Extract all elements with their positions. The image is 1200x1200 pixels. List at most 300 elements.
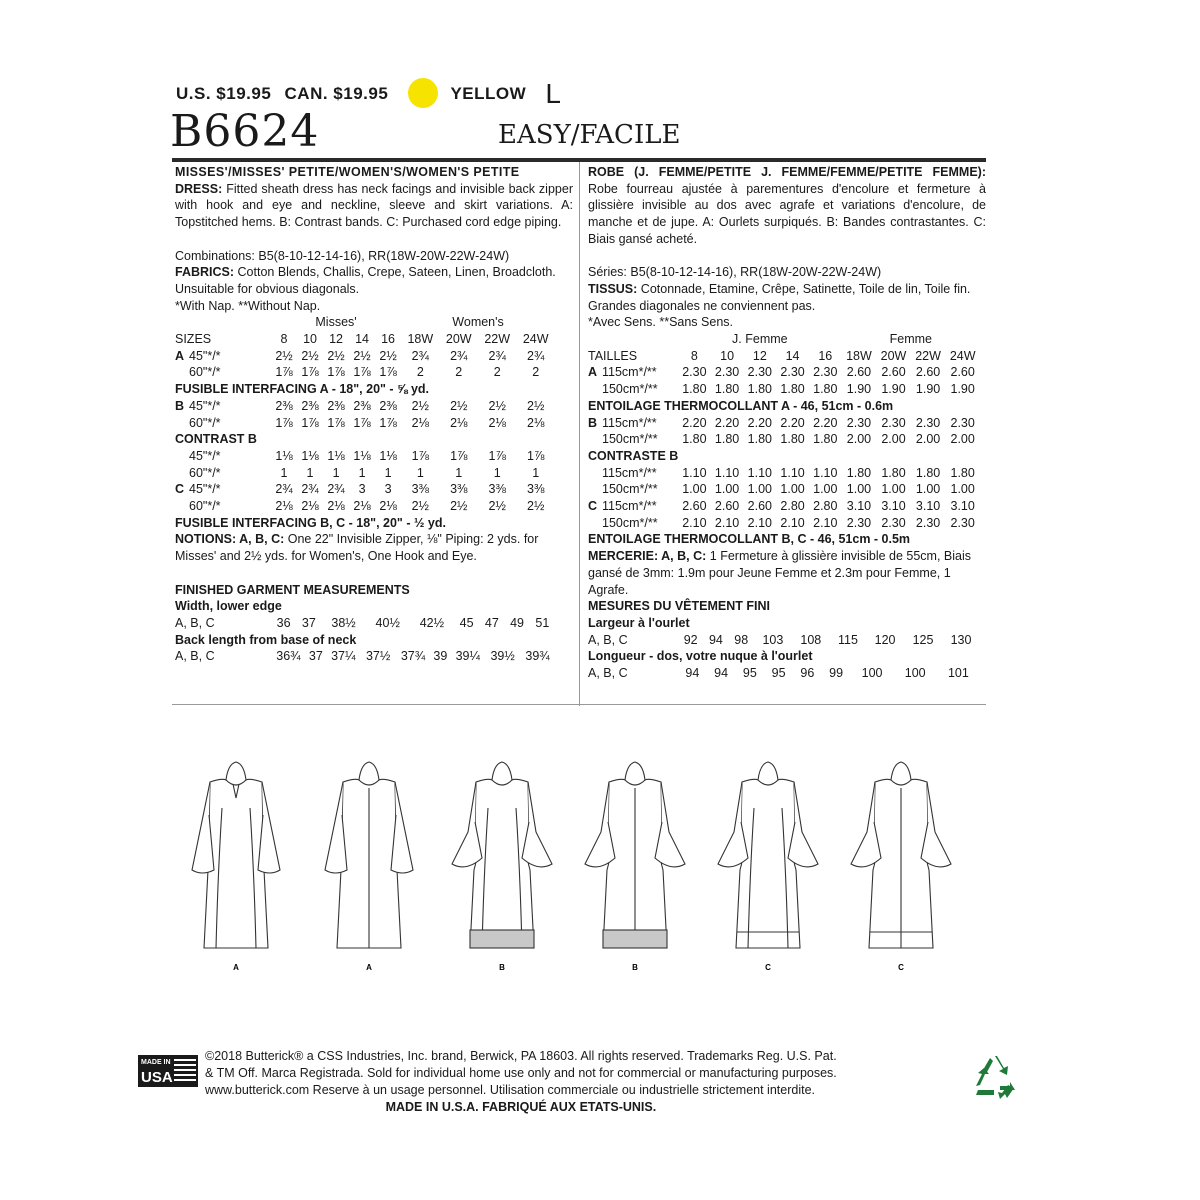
french-column xyxy=(588,164,986,682)
table-row xyxy=(175,398,555,415)
row-label: 150cm*/** xyxy=(602,382,658,397)
measurement-cell: 45 xyxy=(459,615,474,630)
table-cell: 1.00 xyxy=(846,482,872,497)
en-notions: NOTIONS: A, B, C: One 22" Invisible Zipper, ⅛" Piping: 2 yds. for Misses' and 2½ yds. for Women's, One Hook and Eye. xyxy=(175,532,539,564)
measurement-cell: 101 xyxy=(947,666,969,681)
table-cell: 1⅞ xyxy=(327,415,345,430)
measurement-row xyxy=(175,615,555,632)
en-width-label: Width, lower edge xyxy=(175,599,282,614)
table-cell: 3.10 xyxy=(950,499,975,514)
measurement-cell: 120 xyxy=(874,632,896,647)
table-cell: 1.80 xyxy=(714,432,740,447)
table-row xyxy=(588,465,980,482)
table-cell: 2½ xyxy=(411,499,429,514)
size-code: L xyxy=(545,78,562,109)
table-cell: 2.30 xyxy=(881,515,906,530)
table-cell: 2.30 xyxy=(747,365,772,380)
measurement-cell: 98 xyxy=(734,632,749,647)
table-cell: 1⅞ xyxy=(379,415,397,430)
table-cell: 1⅞ xyxy=(301,415,319,430)
color-name: YELLOW xyxy=(450,84,527,103)
recycle-icon xyxy=(970,1052,1020,1100)
price-us: U.S. $19.95 xyxy=(176,84,272,103)
row-label: 60"*/* xyxy=(189,499,221,514)
table-cell: 3⅜ xyxy=(488,482,506,497)
table-section-heading xyxy=(175,381,555,398)
row-label: B 45"*/* xyxy=(175,398,221,413)
table-cell: 1 xyxy=(455,465,463,480)
table-cell: 2½ xyxy=(527,499,545,514)
en-back-label: Back length from base of neck xyxy=(175,632,357,647)
view-label: B xyxy=(499,963,505,972)
measurement-cell: 39¼ xyxy=(455,649,480,664)
table-row xyxy=(588,364,980,381)
row-label: A, B, C xyxy=(588,632,628,647)
table-cell: 1⅞ xyxy=(327,365,345,380)
table-cell: 2.20 xyxy=(780,415,805,430)
en-group-header xyxy=(175,314,555,331)
measurement-cell: 40½ xyxy=(375,615,400,630)
table-cell: 2.60 xyxy=(714,499,740,514)
table-cell: 2.20 xyxy=(682,415,707,430)
fr-diagonales: Grandes diagonales ne conviennent pas. xyxy=(588,298,816,313)
measurement-cell: 108 xyxy=(800,632,822,647)
size-header: 22W xyxy=(484,332,511,347)
table-cell: 1 xyxy=(280,465,288,480)
section-heading: FUSIBLE INTERFACING A - 18", 20" - ⅝ yd. xyxy=(175,382,430,397)
footer-line-4: MADE IN U.S.A. FABRIQUÉ AUX ETATS-UNIS. xyxy=(385,1100,657,1114)
measurement-cell: 51 xyxy=(535,615,550,630)
table-row xyxy=(175,415,555,432)
fr-series: Séries: B5(8-10-12-14-16), RR(18W-20W-22W-24W) xyxy=(588,265,882,280)
row-label: C 45"*/* xyxy=(175,482,221,497)
table-row xyxy=(588,415,980,432)
table-cell: 1⅞ xyxy=(275,415,293,430)
table-cell: 2.80 xyxy=(780,499,805,514)
table-cell: 1 xyxy=(532,465,540,480)
table-cell: 2⅛ xyxy=(488,415,506,430)
row-label: C 115cm*/** xyxy=(588,499,657,514)
measurement-cell: 42½ xyxy=(419,615,445,630)
table-cell: 1.80 xyxy=(780,382,805,397)
en-description: DRESS: Fitted sheath dress has neck facings and invisible back zipper with hook and eye and neckline, sleeve and skirt variations. A: Topstitched hems. B: Contrast bands. C: Purchased cord edge piping. xyxy=(175,181,573,230)
table-cell: 1.10 xyxy=(813,465,838,480)
row-label: 150cm*/** xyxy=(602,482,658,497)
measurement-cell: 99 xyxy=(829,666,844,681)
table-cell: 1.90 xyxy=(950,382,975,397)
table-cell: 2 xyxy=(455,365,463,380)
table-cell: 1.00 xyxy=(915,482,941,497)
measurement-cell: 94 xyxy=(708,632,723,647)
table-cell: 1.80 xyxy=(846,465,872,480)
table-cell: 1⅞ xyxy=(301,365,319,380)
en-group-women: Women's xyxy=(452,315,504,330)
table-cell: 1.90 xyxy=(881,382,906,397)
table-cell: 3⅜ xyxy=(411,482,429,497)
view-label: C xyxy=(765,963,771,972)
measurement-row xyxy=(588,632,980,649)
size-header: 12 xyxy=(329,332,343,347)
table-cell: 2.60 xyxy=(915,365,941,380)
row-label: 60"*/* xyxy=(189,365,221,380)
en-sizes-row xyxy=(175,331,555,348)
price-can: CAN. $19.95 xyxy=(284,84,389,103)
table-cell: 2.30 xyxy=(881,415,906,430)
table-row xyxy=(175,481,555,498)
table-cell: 2.30 xyxy=(846,415,872,430)
measurement-cell: 37 xyxy=(308,649,323,664)
table-cell: 1.10 xyxy=(747,465,772,480)
view-b-front-sketch xyxy=(452,762,552,948)
table-cell: 1.80 xyxy=(813,432,838,447)
table-cell: 2.10 xyxy=(813,515,838,530)
table-cell: 2½ xyxy=(450,398,468,413)
table-cell: 2.00 xyxy=(846,432,872,447)
table-row xyxy=(588,498,980,515)
table-cell: 2½ xyxy=(488,499,506,514)
en-unsuitable: Unsuitable for obvious diagonals. xyxy=(175,281,360,296)
table-cell: 3⅜ xyxy=(450,482,468,497)
table-cell: 1 xyxy=(358,465,366,480)
size-header: 20W xyxy=(880,348,907,363)
measurement-cell: 100 xyxy=(861,666,883,681)
footer-line-2: & TM Off. Marca Registrada. Sold for individual home use only and not for commercial or manufacturing purposes. xyxy=(205,1066,837,1080)
measurement-cell: 95 xyxy=(742,666,757,681)
table-cell: 1.10 xyxy=(780,465,805,480)
table-cell: 2.00 xyxy=(950,432,975,447)
table-cell: 2¾ xyxy=(411,348,429,363)
table-cell: 2½ xyxy=(488,398,506,413)
fr-sizes-row xyxy=(588,348,980,365)
measurement-row xyxy=(588,665,980,682)
en-combinations: Combinations: B5(8-10-12-14-16), RR(18W-20W-22W-24W) xyxy=(175,248,510,263)
table-cell: 2½ xyxy=(411,398,429,413)
fr-sens: *Avec Sens. **Sans Sens. xyxy=(588,315,733,330)
row-label: A, B, C xyxy=(175,615,215,630)
pattern-number: B6624 xyxy=(170,106,320,157)
table-cell: 2.60 xyxy=(950,365,975,380)
table-cell: 2⅜ xyxy=(275,398,293,413)
table-cell: 2.30 xyxy=(846,515,872,530)
measurement-cell: 37 xyxy=(301,615,316,630)
table-cell: 1.90 xyxy=(915,382,941,397)
table-cell: 1⅞ xyxy=(353,365,371,380)
table-cell: 3⅜ xyxy=(527,482,545,497)
table-cell: 2¾ xyxy=(450,348,468,363)
measurement-cell: 36¾ xyxy=(276,649,301,664)
table-cell: 2.20 xyxy=(747,415,772,430)
view-b-back-sketch xyxy=(585,762,685,948)
size-header: 22W xyxy=(915,348,941,363)
table-cell: 3.10 xyxy=(915,499,941,514)
size-header: 18W xyxy=(407,332,434,347)
table-row xyxy=(588,515,980,532)
en-finished-title: FINISHED GARMENT MEASUREMENTS xyxy=(175,582,410,597)
section-heading: CONTRAST B xyxy=(175,432,257,447)
table-cell: 2⅛ xyxy=(275,499,293,514)
size-header: 12 xyxy=(752,348,767,363)
table-cell: 2.30 xyxy=(950,515,975,530)
fr-back-label: Longueur - dos, votre nuque à l'ourlet xyxy=(588,649,813,664)
table-cell: 2⅛ xyxy=(379,499,397,514)
fr-width-label: Largeur à l'ourlet xyxy=(588,615,690,630)
usa-badge-top: MADE IN xyxy=(141,1059,171,1066)
table-cell: 1 xyxy=(306,465,314,480)
usa-badge-main: USA xyxy=(141,1069,173,1086)
table-cell: 2½ xyxy=(301,348,319,363)
section-heading: ENTOILAGE THERMOCOLLANT A - 46, 51cm - 0.6m xyxy=(588,398,894,413)
table-cell: 2.00 xyxy=(915,432,941,447)
fr-interfacing-bc: ENTOILAGE THERMOCOLLANT B, C - 46, 51cm - 0.5m xyxy=(588,532,911,547)
table-cell: 2.30 xyxy=(714,365,740,380)
table-cell: 1.10 xyxy=(714,465,740,480)
fr-back-table xyxy=(588,665,980,682)
table-cell: 1⅞ xyxy=(353,415,371,430)
column-divider xyxy=(579,162,580,706)
table-section-heading xyxy=(175,431,555,448)
yellow-dot-icon xyxy=(408,78,438,108)
table-cell: 1⅞ xyxy=(488,448,506,463)
size-header: 10 xyxy=(720,348,735,363)
size-header: 8 xyxy=(280,332,288,347)
size-header: 24W xyxy=(949,348,976,363)
table-row xyxy=(588,381,980,398)
table-cell: 2½ xyxy=(450,499,468,514)
table-row xyxy=(175,348,555,365)
measurement-cell: 95 xyxy=(771,666,786,681)
table-cell: 2.20 xyxy=(813,415,838,430)
section-heading: CONTRASTE B xyxy=(588,448,679,463)
table-cell: 2.30 xyxy=(780,365,805,380)
table-cell: 1 xyxy=(332,465,340,480)
measurement-cell: 94 xyxy=(714,666,729,681)
size-header: 16 xyxy=(381,332,396,347)
table-cell: 2.60 xyxy=(881,365,906,380)
row-label: 150cm*/** xyxy=(602,432,658,447)
size-header: 10 xyxy=(303,332,317,347)
fr-group-jfemme: J. Femme xyxy=(732,332,788,347)
table-cell: 2.30 xyxy=(915,415,941,430)
fr-group-header xyxy=(588,331,980,348)
table-cell: 3.10 xyxy=(881,499,906,514)
footer-text xyxy=(205,1048,837,1116)
table-cell: 2½ xyxy=(379,348,397,363)
technical-sketches xyxy=(170,760,1030,980)
table-cell: 1.00 xyxy=(950,482,975,497)
size-header: 16 xyxy=(818,348,833,363)
view-label: C xyxy=(898,963,904,972)
table-cell: 2⅛ xyxy=(327,499,345,514)
table-cell: 2¾ xyxy=(488,348,506,363)
table-section-heading xyxy=(588,448,980,465)
table-cell: 2⅛ xyxy=(450,415,468,430)
measurement-row xyxy=(175,648,555,665)
en-title: MISSES'/MISSES' PETITE/WOMEN'S/WOMEN'S PETITE xyxy=(175,165,520,179)
fr-tissus: TISSUS: Cotonnade, Etamine, Crêpe, Satinette, Toile de lin, Toile fin. xyxy=(588,281,971,296)
row-label: A 45"*/* xyxy=(175,348,221,363)
size-header: 24W xyxy=(522,332,549,347)
table-cell: 1⅞ xyxy=(379,365,397,380)
sizes-label: SIZES xyxy=(175,332,212,347)
table-cell: 1.00 xyxy=(747,482,772,497)
view-label: B xyxy=(632,963,638,972)
table-cell: 2.60 xyxy=(747,499,772,514)
table-cell: 1.80 xyxy=(682,432,707,447)
fr-group-femme: Femme xyxy=(889,332,933,347)
table-cell: 2⅛ xyxy=(353,499,371,514)
table-cell: 1.80 xyxy=(881,465,906,480)
en-fabrics: FABRICS: Cotton Blends, Challis, Crepe, Sateen, Linen, Broadcloth. xyxy=(175,265,556,280)
table-row xyxy=(175,498,555,515)
table-cell: 1⅞ xyxy=(411,448,429,463)
made-in-usa-badge xyxy=(138,1055,198,1087)
table-cell: 1⅛ xyxy=(301,448,319,463)
table-cell: 2.10 xyxy=(682,515,707,530)
table-row xyxy=(175,364,555,381)
table-cell: 1⅛ xyxy=(327,448,345,463)
table-cell: 1.00 xyxy=(682,482,707,497)
table-cell: 2¾ xyxy=(527,348,545,363)
table-cell: 2 xyxy=(493,365,501,380)
size-header: 8 xyxy=(690,348,698,363)
measurement-cell: 37¼ xyxy=(331,649,356,664)
table-cell: 2¾ xyxy=(301,482,319,497)
fr-finished-title: MESURES DU VÊTEMENT FINI xyxy=(588,599,770,614)
measurement-cell: 103 xyxy=(762,632,784,647)
table-cell: 1 xyxy=(493,465,501,480)
table-cell: 2 xyxy=(416,365,424,380)
table-cell: 2.30 xyxy=(813,365,838,380)
table-row xyxy=(175,448,555,465)
footer-line-1: ©2018 Butterick® a CSS Industries, Inc. brand, Berwick, PA 18603. All rights reserved. Trademarks Reg. U.S. Pat. xyxy=(205,1049,837,1063)
en-width-table xyxy=(175,615,555,632)
table-cell: 2.60 xyxy=(846,365,872,380)
table-cell: 3 xyxy=(384,482,392,497)
size-header: 14 xyxy=(785,348,800,363)
table-cell: 2½ xyxy=(353,348,371,363)
table-row xyxy=(588,431,980,448)
table-cell: 1⅞ xyxy=(450,448,468,463)
table-cell: 3 xyxy=(358,482,366,497)
table-cell: 1⅛ xyxy=(275,448,293,463)
sizes-label: TAILLES xyxy=(588,348,638,363)
en-yardage-table xyxy=(175,314,555,514)
table-cell: 1.80 xyxy=(714,382,740,397)
measurement-cell: 94 xyxy=(685,666,700,681)
measurement-cell: 39 xyxy=(433,649,448,664)
difficulty: EASY/FACILE xyxy=(498,120,681,150)
table-cell: 2¾ xyxy=(275,482,293,497)
measurement-cell: 96 xyxy=(800,666,815,681)
table-cell: 2⅛ xyxy=(301,499,319,514)
size-header: 14 xyxy=(355,332,369,347)
size-header: 20W xyxy=(445,332,472,347)
fr-width-table xyxy=(588,632,980,649)
english-column xyxy=(175,164,573,665)
row-label: B 115cm*/** xyxy=(588,415,657,430)
view-label: A xyxy=(233,963,239,972)
table-cell: 3.10 xyxy=(846,499,872,514)
measurement-cell: 39¾ xyxy=(525,649,550,664)
table-cell: 1.80 xyxy=(780,432,805,447)
measurement-cell: 92 xyxy=(683,632,698,647)
measurement-cell: 100 xyxy=(904,666,926,681)
table-cell: 2½ xyxy=(527,398,545,413)
table-cell: 2.00 xyxy=(881,432,906,447)
measurement-cell: 36 xyxy=(276,615,291,630)
row-label: A 115cm*/** xyxy=(588,365,657,380)
table-cell: 2.80 xyxy=(813,499,838,514)
table-cell: 2⅜ xyxy=(301,398,319,413)
en-interfacing-bc: FUSIBLE INTERFACING B, C - 18", 20" - ½ yd. xyxy=(175,515,446,530)
table-cell: 1.80 xyxy=(813,382,838,397)
table-cell: 1.80 xyxy=(747,382,772,397)
size-header: 18W xyxy=(846,348,872,363)
table-cell: 1.80 xyxy=(682,382,707,397)
row-label: A, B, C xyxy=(175,649,215,664)
view-a-back-sketch xyxy=(325,762,413,948)
measurement-cell: 125 xyxy=(912,632,934,647)
table-cell: 2.10 xyxy=(747,515,772,530)
table-cell: 2⅜ xyxy=(379,398,397,413)
table-cell: 2 xyxy=(532,365,540,380)
bottom-divider xyxy=(172,704,986,705)
row-label: 60"*/* xyxy=(189,465,221,480)
row-label: A, B, C xyxy=(588,666,628,681)
table-cell: 2⅛ xyxy=(527,415,545,430)
table-cell: 2.10 xyxy=(780,515,805,530)
table-cell: 1⅛ xyxy=(353,448,371,463)
en-nap: *With Nap. **Without Nap. xyxy=(175,298,321,313)
measurement-cell: 37¾ xyxy=(400,649,426,664)
measurement-cell: 130 xyxy=(950,632,972,647)
fr-yardage-table xyxy=(588,331,980,531)
table-cell: 1.80 xyxy=(950,465,975,480)
view-c-front-sketch xyxy=(718,762,818,948)
table-cell: 1⅛ xyxy=(379,448,397,463)
row-label: 45"*/* xyxy=(189,448,221,463)
table-cell: 2.60 xyxy=(682,499,707,514)
table-cell: 1.80 xyxy=(915,465,941,480)
table-row xyxy=(175,465,555,482)
en-group-misses: Misses' xyxy=(315,315,357,330)
table-cell: 2½ xyxy=(327,348,345,363)
footer-line-3: www.butterick.com Reserve à un usage personnel. Utilisation commerciale ou industrielle strictement interdite. xyxy=(205,1083,815,1097)
table-cell: 1.90 xyxy=(846,382,872,397)
fr-mercerie: MERCERIE: A, B, C: 1 Fermeture à glissière invisible de 55cm, Biais gansé de 3mm: 1.9m pour Jeune Femme et 2.3m pour Femme, 1 Agrafe. xyxy=(588,549,971,597)
table-cell: 1.00 xyxy=(813,482,838,497)
table-cell: 2⅜ xyxy=(327,398,345,413)
measurement-cell: 39½ xyxy=(490,649,515,664)
table-cell: 2.20 xyxy=(714,415,740,430)
measurement-cell: 37½ xyxy=(365,649,391,664)
row-label: 60"*/* xyxy=(189,415,221,430)
table-cell: 2¾ xyxy=(327,482,345,497)
table-cell: 1.00 xyxy=(714,482,740,497)
table-cell: 1 xyxy=(416,465,424,480)
table-cell: 1.10 xyxy=(682,465,707,480)
view-label: A xyxy=(366,963,372,972)
table-row xyxy=(588,481,980,498)
view-a-front-sketch xyxy=(192,762,280,948)
table-cell: 2.30 xyxy=(915,515,941,530)
table-cell: 1.00 xyxy=(780,482,805,497)
measurement-cell: 47 xyxy=(484,615,499,630)
table-cell: 2.30 xyxy=(950,415,975,430)
measurement-cell: 38½ xyxy=(331,615,356,630)
measurement-cell: 115 xyxy=(837,632,858,647)
table-cell: 1.80 xyxy=(747,432,772,447)
